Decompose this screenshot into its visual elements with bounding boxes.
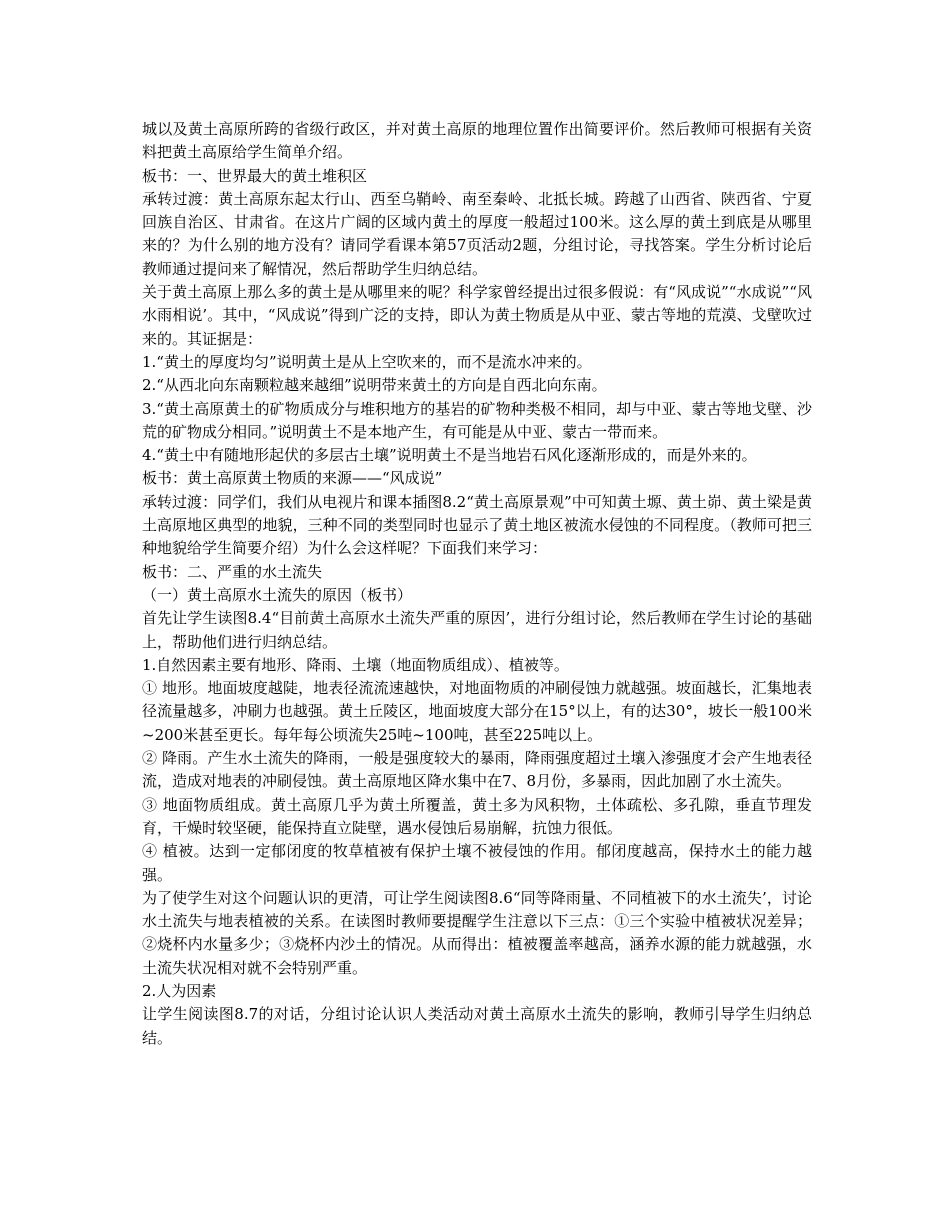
evidence-item-3: 3.“黄土高原黄土的矿物质成分与堆积地方的基岩的矿物种类极不相同，却与中亚、蒙古等地戈壁、沙荒的矿物成分相同。”说明黄土不是本地产生，有可能是从中亚、蒙古一带而来。 [142, 399, 812, 441]
paragraph-read-figure-8-7: 让学生阅读图8.7的对话，分组讨论认识人类活动对黄土高原水土流失的影响，教师引导学生归纳总结。 [142, 1005, 812, 1047]
board-note-soil-erosion: 板书：二、严重的水土流失 [142, 562, 323, 581]
natural-factors-heading: 1.自然因素主要有地形、降雨、土壤（地面物质组成）、植被等。 [142, 655, 569, 674]
factor-vegetation: ④ 植被。达到一定郁闭度的牧草植被有保护土壤不被侵蚀的作用。郁闭度越高，保持水土的能力越强。 [142, 842, 812, 884]
paragraph-transition-landforms: 承转过渡：同学们，我们从电视片和课本插图8.2“黄土高原景观”中可知黄土塬、黄土峁、黄土梁是黄土高原地区典型的地貌，三种不同的类型同时也显示了黄土地区被流水侵蚀的不同程度。（教师可把三种地貌给学生简要介绍）为什么会这样呢？下面我们来学习： [142, 492, 812, 558]
document-body [142, 118, 812, 1050]
evidence-item-2: 2.“从西北向东南颗粒越来越细”说明带来黄土的方向是自西北向东南。 [142, 376, 607, 395]
paragraph-read-figure-8-6: 为了使学生对这个问题认识的更清，可让学生阅读图8.6“同等降雨量、不同植被下的水土流失’，讨论水土流失与地表植被的关系。在读图时教师要提醒学生注意以下三点：①三个实验中植被状况差异；②烧杯内水量多少；③烧杯内沙土的情况。从而得出：植被覆盖率越高，涵养水源的能力就越强，水土流失状况相对就不会特别严重。 [142, 888, 812, 977]
board-note-loess-area: 板书：一、世界最大的黄土堆积区 [142, 166, 368, 185]
paragraph-hypotheses: 关于黄土高原上那么多的黄土是从哪里来的呢？科学家曾经提出过很多假说：有“风成说”“水成说”“风水雨相说’。其中，“风成说”得到广泛的支持，即认为黄土物质是从中亚、蒙古等地的荒漠、戈壁吹过来的。其证据是： [142, 283, 812, 348]
evidence-item-4: 4.“黄土中有随地形起伏的多层古土壤”说明黄土不是当地岩石风化逐渐形成的，而是外来的。 [142, 446, 757, 465]
paragraph-read-figure-8-4: 首先让学生读图8.4“目前黄土高原水土流失严重的原因’，进行分组讨论，然后教师在学生讨论的基础上，帮助他们进行归纳总结。 [142, 609, 812, 651]
paragraph-intro-continued: 城以及黄土高原所跨的省级行政区，并对黄土高原的地理位置作出简要评价。然后教师可根据有关资料把黄土高原给学生简单介绍。 [142, 120, 812, 162]
board-note-wind-origin: 板书：黄土高原黄土物质的来源——“风成说” [142, 469, 443, 488]
section-heading-causes: （一）黄土高原水土流失的原因（板书） [142, 585, 413, 604]
evidence-item-1: 1.“黄土的厚度均匀”说明黄土是从上空吹来的，而不是流水冲来的。 [142, 352, 592, 371]
factor-surface-material: ③ 地面物质组成。黄土高原几乎为黄土所覆盖，黄土多为风积物，土体疏松、多孔隙，垂直节理发育，干燥时较坚硬，能保持直立陡壁，遇水侵蚀后易崩解，抗蚀力很低。 [142, 795, 812, 837]
human-factors-heading: 2.人为因素 [142, 981, 217, 1000]
paragraph-transition-loess-origin: 承转过渡：黄土高原东起太行山、西至乌鞘岭、南至秦岭、北抵长城。跨越了山西省、陕西省、宁夏回族自治区、甘肃省。在这片广阔的区域内黄土的厚度一般超过100米。这么厚的黄土到底是从哪里来的？为什么别的地方没有？请同学看课本第57页活动2题，分组讨论，寻找答案。学生分析讨论后教师通过提问来了解情况，然后帮助学生归纳总结。 [142, 189, 812, 278]
factor-rainfall: ② 降雨。产生水土流失的降雨，一般是强度较大的暴雨，降雨强度超过土壤入渗强度才会产生地表径流，造成对地表的冲刷侵蚀。黄土高原地区降水集中在7、8月份，多暴雨，因此加剧了水土流失。 [142, 749, 812, 791]
factor-terrain: ① 地形。地面坡度越陡，地表径流流速越快，对地面物质的冲刷侵蚀力就越强。坡面越长，汇集地表径流量越多，冲刷力也越强。黄土丘陵区，地面坡度大部分在15°以上，有的达30°，坡长一般100米~200米甚至更长。每年每公顷流失25吨~100吨，甚至225吨以上。 [142, 679, 812, 744]
